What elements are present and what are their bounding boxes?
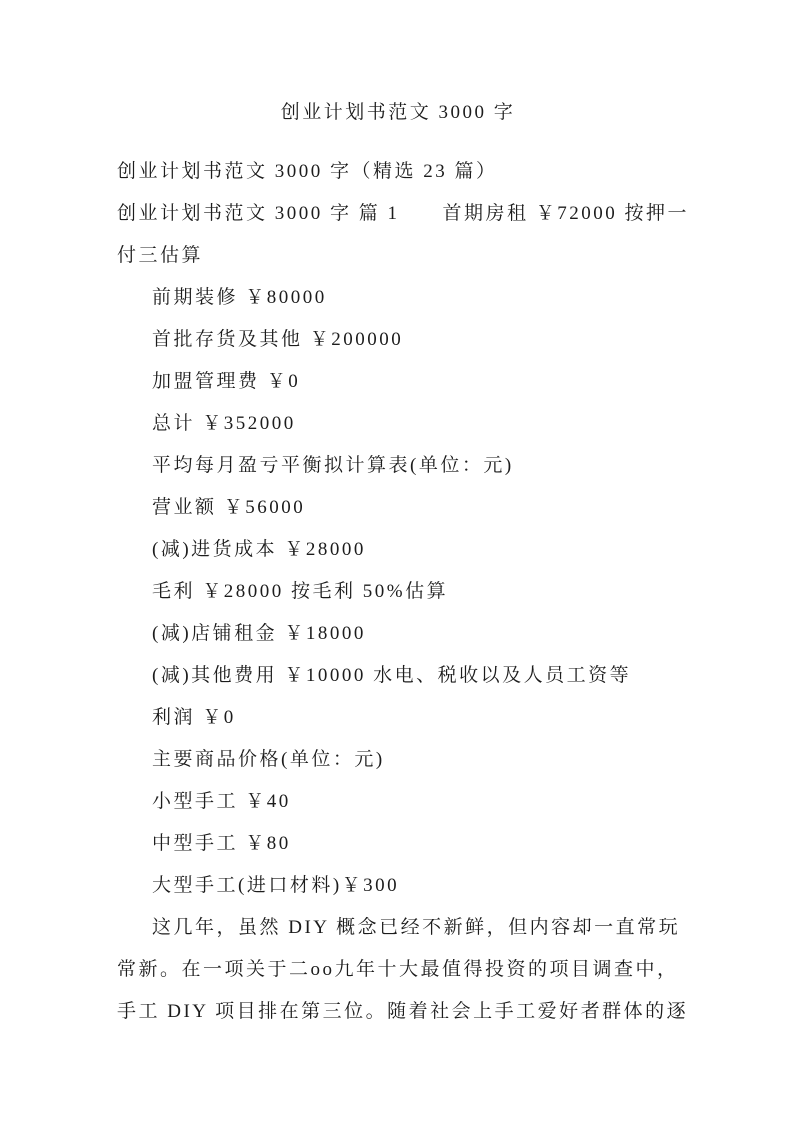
line-renovation-cost: 前期装修 ￥80000: [152, 287, 327, 308]
line-store-rent: (减)店铺租金 ￥18000: [152, 623, 366, 644]
line-franchise-fee: 加盟管理费 ￥0: [152, 371, 301, 392]
line-profit: 利润 ￥0: [152, 707, 236, 728]
line-large-handcraft-price: 大型手工(进口材料)￥300: [152, 875, 400, 896]
line-breakeven-table-heading: 平均每月盈亏平衡拟计算表(单位：元): [152, 455, 514, 476]
line-other-expenses: (减)其他费用 ￥10000 水电、税收以及人员工资等: [152, 665, 632, 686]
diy-paragraph-line2: 常新。在一项关于二oo九年十大最值得投资的项目调查中，: [117, 959, 679, 980]
line-product-price-heading: 主要商品价格(单位：元): [152, 749, 385, 770]
intro-rent-line: 创业计划书范文 3000 字 篇 1 首期房租 ￥72000 按押一: [117, 203, 690, 224]
line-total: 总计 ￥352000: [152, 413, 296, 434]
line-initial-inventory: 首批存货及其他 ￥200000: [152, 329, 404, 350]
diy-paragraph-line3: 手工 DIY 项目排在第三位。随着社会上手工爱好者群体的逐: [117, 1001, 689, 1022]
line-purchase-cost: (减)进货成本 ￥28000: [152, 539, 366, 560]
page-title: 创业计划书范文 3000 字: [280, 102, 516, 123]
intro-rent-line-wrap: 付三估算: [117, 245, 204, 266]
diy-paragraph-line1: 这几年，虽然 DIY 概念已经不新鲜，但内容却一直常玩: [152, 917, 681, 938]
line-revenue: 营业额 ￥56000: [152, 497, 306, 518]
line-medium-handcraft-price: 中型手工 ￥80: [152, 833, 291, 854]
line-gross-profit: 毛利 ￥28000 按毛利 50%估算: [152, 581, 449, 602]
line-small-handcraft-price: 小型手工 ￥40: [152, 791, 291, 812]
subtitle-line: 创业计划书范文 3000 字（精选 23 篇）: [117, 161, 498, 182]
